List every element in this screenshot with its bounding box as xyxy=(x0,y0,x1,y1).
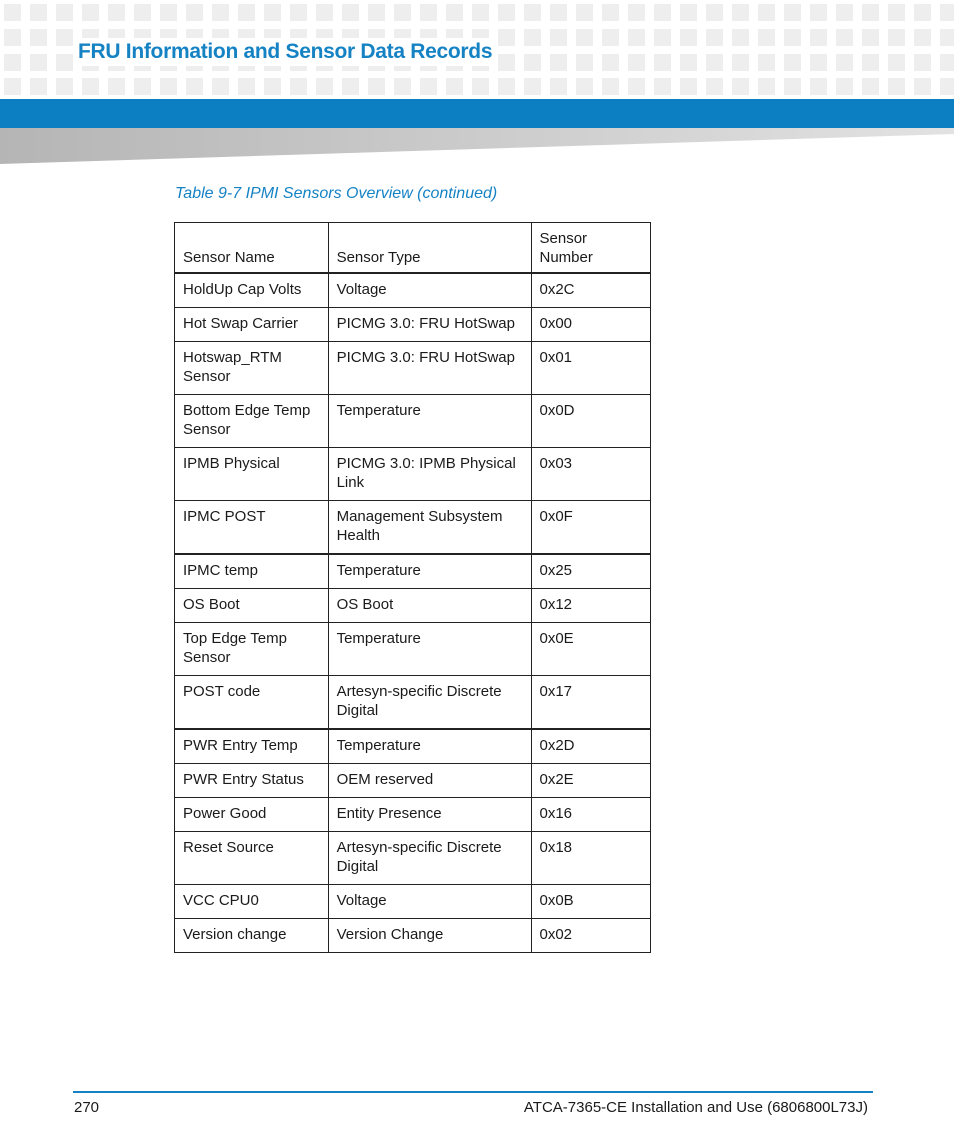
pattern-square xyxy=(576,4,593,21)
pattern-square xyxy=(784,54,801,71)
pattern-square xyxy=(160,78,177,95)
pattern-square xyxy=(680,4,697,21)
pattern-square xyxy=(810,78,827,95)
pattern-square xyxy=(4,78,21,95)
pattern-square xyxy=(576,78,593,95)
pattern-square xyxy=(914,29,931,46)
pattern-square xyxy=(498,54,515,71)
cell-sensor-type: Management Subsystem Health xyxy=(328,501,531,555)
pattern-square xyxy=(862,78,879,95)
pattern-square xyxy=(56,78,73,95)
pattern-row xyxy=(4,4,954,21)
pattern-square xyxy=(758,4,775,21)
pattern-square xyxy=(784,78,801,95)
pattern-square xyxy=(134,78,151,95)
cell-sensor-number: 0x0F xyxy=(531,501,651,555)
table-row xyxy=(175,764,651,798)
pattern-square xyxy=(550,29,567,46)
pattern-square xyxy=(56,29,73,46)
pattern-square xyxy=(524,54,541,71)
pattern-square xyxy=(862,29,879,46)
cell-sensor-type: PICMG 3.0: FRU HotSwap xyxy=(328,342,531,395)
page-title: FRU Information and Sensor Data Records xyxy=(78,38,498,66)
pattern-square xyxy=(732,29,749,46)
pattern-square xyxy=(238,78,255,95)
pattern-square xyxy=(316,78,333,95)
pattern-square xyxy=(30,54,47,71)
cell-sensor-number: 0x02 xyxy=(531,919,651,953)
pattern-square xyxy=(654,4,671,21)
cell-sensor-type: PICMG 3.0: IPMB Physical Link xyxy=(328,448,531,501)
pattern-square xyxy=(524,4,541,21)
pattern-square xyxy=(628,78,645,95)
pattern-square xyxy=(836,4,853,21)
cell-sensor-number: 0x00 xyxy=(531,308,651,342)
pattern-square xyxy=(940,29,954,46)
pattern-square xyxy=(940,4,954,21)
pattern-square xyxy=(836,54,853,71)
pattern-square xyxy=(290,78,307,95)
pattern-square xyxy=(628,54,645,71)
pattern-square xyxy=(654,54,671,71)
cell-sensor-number: 0x16 xyxy=(531,798,651,832)
table-row xyxy=(175,501,651,555)
pattern-square xyxy=(836,78,853,95)
pattern-square xyxy=(810,54,827,71)
pattern-square xyxy=(706,78,723,95)
pattern-square xyxy=(212,4,229,21)
pattern-square xyxy=(472,4,489,21)
cell-sensor-name: Power Good xyxy=(175,798,329,832)
cell-sensor-number: 0x2E xyxy=(531,764,651,798)
pattern-square xyxy=(264,78,281,95)
pattern-square xyxy=(446,4,463,21)
table-row xyxy=(175,554,651,589)
pattern-square xyxy=(732,78,749,95)
cell-sensor-name: IPMC temp xyxy=(175,554,329,589)
pattern-square xyxy=(264,4,281,21)
table-row xyxy=(175,589,651,623)
cell-sensor-name: Version change xyxy=(175,919,329,953)
cell-sensor-number: 0x0B xyxy=(531,885,651,919)
cell-sensor-name: Top Edge Temp Sensor xyxy=(175,623,329,676)
pattern-square xyxy=(498,4,515,21)
cell-sensor-name: VCC CPU0 xyxy=(175,885,329,919)
pattern-square xyxy=(446,78,463,95)
cell-sensor-type: Version Change xyxy=(328,919,531,953)
pattern-square xyxy=(628,29,645,46)
pattern-square xyxy=(56,4,73,21)
pattern-square xyxy=(186,78,203,95)
cell-sensor-type: PICMG 3.0: FRU HotSwap xyxy=(328,308,531,342)
pattern-square xyxy=(784,4,801,21)
pattern-square xyxy=(680,54,697,71)
cell-sensor-type: Temperature xyxy=(328,395,531,448)
pattern-square xyxy=(706,4,723,21)
pattern-square xyxy=(342,78,359,95)
cell-sensor-name: PWR Entry Temp xyxy=(175,729,329,764)
cell-sensor-type: Entity Presence xyxy=(328,798,531,832)
column-header-sensor-type: Sensor Type xyxy=(328,223,531,274)
table-row xyxy=(175,729,651,764)
pattern-square xyxy=(160,4,177,21)
table-header-row xyxy=(175,223,651,274)
pattern-square xyxy=(888,29,905,46)
table-row xyxy=(175,308,651,342)
table-body xyxy=(175,273,651,953)
pattern-square xyxy=(550,4,567,21)
pattern-square xyxy=(30,78,47,95)
pattern-square xyxy=(628,4,645,21)
pattern-square xyxy=(316,4,333,21)
cell-sensor-number: 0x25 xyxy=(531,554,651,589)
pattern-square xyxy=(602,4,619,21)
pattern-square xyxy=(56,54,73,71)
cell-sensor-type: Artesyn-specific Discrete Digital xyxy=(328,832,531,885)
pattern-square xyxy=(602,78,619,95)
table-row xyxy=(175,342,651,395)
table-row xyxy=(175,395,651,448)
table-row xyxy=(175,832,651,885)
pattern-square xyxy=(576,54,593,71)
cell-sensor-number: 0x2D xyxy=(531,729,651,764)
cell-sensor-type: Temperature xyxy=(328,623,531,676)
page-number: 270 xyxy=(74,1099,100,1116)
pattern-square xyxy=(134,4,151,21)
pattern-square xyxy=(602,54,619,71)
cell-sensor-type: Temperature xyxy=(328,729,531,764)
pattern-square xyxy=(108,4,125,21)
pattern-square xyxy=(186,4,203,21)
pattern-square xyxy=(732,4,749,21)
cell-sensor-type: OS Boot xyxy=(328,589,531,623)
pattern-square xyxy=(30,4,47,21)
pattern-square xyxy=(498,78,515,95)
pattern-square xyxy=(810,29,827,46)
pattern-square xyxy=(368,78,385,95)
pattern-square xyxy=(368,4,385,21)
pattern-square xyxy=(4,29,21,46)
pattern-square xyxy=(810,4,827,21)
pattern-square xyxy=(940,54,954,71)
pattern-square xyxy=(4,4,21,21)
cell-sensor-type: Temperature xyxy=(328,554,531,589)
cell-sensor-number: 0x0D xyxy=(531,395,651,448)
table-row xyxy=(175,885,651,919)
table-row xyxy=(175,798,651,832)
pattern-square xyxy=(524,29,541,46)
cell-sensor-number: 0x03 xyxy=(531,448,651,501)
pattern-square xyxy=(394,4,411,21)
pattern-square xyxy=(550,54,567,71)
pattern-square xyxy=(888,78,905,95)
pattern-square xyxy=(784,29,801,46)
pattern-square xyxy=(290,4,307,21)
pattern-square xyxy=(602,29,619,46)
pattern-square xyxy=(914,4,931,21)
pattern-square xyxy=(914,54,931,71)
cell-sensor-name: PWR Entry Status xyxy=(175,764,329,798)
pattern-square xyxy=(342,4,359,21)
column-header-sensor-name: Sensor Name xyxy=(175,223,329,274)
pattern-square xyxy=(30,29,47,46)
pattern-square xyxy=(940,78,954,95)
pattern-square xyxy=(420,78,437,95)
pattern-square xyxy=(680,29,697,46)
cell-sensor-name: HoldUp Cap Volts xyxy=(175,273,329,308)
pattern-square xyxy=(758,54,775,71)
cell-sensor-number: 0x0E xyxy=(531,623,651,676)
cell-sensor-number: 0x01 xyxy=(531,342,651,395)
pattern-square xyxy=(82,78,99,95)
header-grey-wedge xyxy=(0,128,954,164)
pattern-square xyxy=(654,78,671,95)
column-header-sensor-number: Sensor Number xyxy=(531,223,651,274)
cell-sensor-name: IPMC POST xyxy=(175,501,329,555)
pattern-square xyxy=(732,54,749,71)
cell-sensor-number: 0x18 xyxy=(531,832,651,885)
pattern-square xyxy=(862,54,879,71)
cell-sensor-name: Reset Source xyxy=(175,832,329,885)
pattern-square xyxy=(706,29,723,46)
pattern-square xyxy=(680,78,697,95)
table-row xyxy=(175,273,651,308)
pattern-square xyxy=(4,54,21,71)
pattern-square xyxy=(394,78,411,95)
pattern-square xyxy=(238,4,255,21)
pattern-square xyxy=(862,4,879,21)
table-row xyxy=(175,676,651,730)
pattern-square xyxy=(420,4,437,21)
cell-sensor-type: Voltage xyxy=(328,273,531,308)
pattern-row xyxy=(4,78,954,95)
cell-sensor-number: 0x17 xyxy=(531,676,651,730)
pattern-square xyxy=(498,29,515,46)
cell-sensor-name: Hot Swap Carrier xyxy=(175,308,329,342)
pattern-square xyxy=(888,54,905,71)
pattern-square xyxy=(758,78,775,95)
pattern-square xyxy=(524,78,541,95)
pattern-square xyxy=(654,29,671,46)
header-blue-bar xyxy=(0,99,954,128)
pattern-square xyxy=(888,4,905,21)
sensors-table xyxy=(174,222,651,953)
table-row xyxy=(175,448,651,501)
pattern-square xyxy=(212,78,229,95)
cell-sensor-name: POST code xyxy=(175,676,329,730)
table-caption: Table 9-7 IPMI Sensors Overview (continued) xyxy=(175,185,498,202)
pattern-square xyxy=(706,54,723,71)
cell-sensor-number: 0x2C xyxy=(531,273,651,308)
pattern-square xyxy=(108,78,125,95)
pattern-square xyxy=(472,78,489,95)
cell-sensor-type: OEM reserved xyxy=(328,764,531,798)
pattern-square xyxy=(550,78,567,95)
cell-sensor-number: 0x12 xyxy=(531,589,651,623)
cell-sensor-name: Hotswap_RTM Sensor xyxy=(175,342,329,395)
pattern-square xyxy=(914,78,931,95)
pattern-square xyxy=(758,29,775,46)
pattern-square xyxy=(576,29,593,46)
table-row xyxy=(175,623,651,676)
cell-sensor-name: IPMB Physical xyxy=(175,448,329,501)
pattern-square xyxy=(836,29,853,46)
table-row xyxy=(175,919,651,953)
footer-rule xyxy=(73,1091,873,1093)
pattern-square xyxy=(82,4,99,21)
cell-sensor-type: Artesyn-specific Discrete Digital xyxy=(328,676,531,730)
cell-sensor-type: Voltage xyxy=(328,885,531,919)
cell-sensor-name: Bottom Edge Temp Sensor xyxy=(175,395,329,448)
document-reference: ATCA-7365-CE Installation and Use (6806800L73J) xyxy=(523,1099,868,1116)
cell-sensor-name: OS Boot xyxy=(175,589,329,623)
